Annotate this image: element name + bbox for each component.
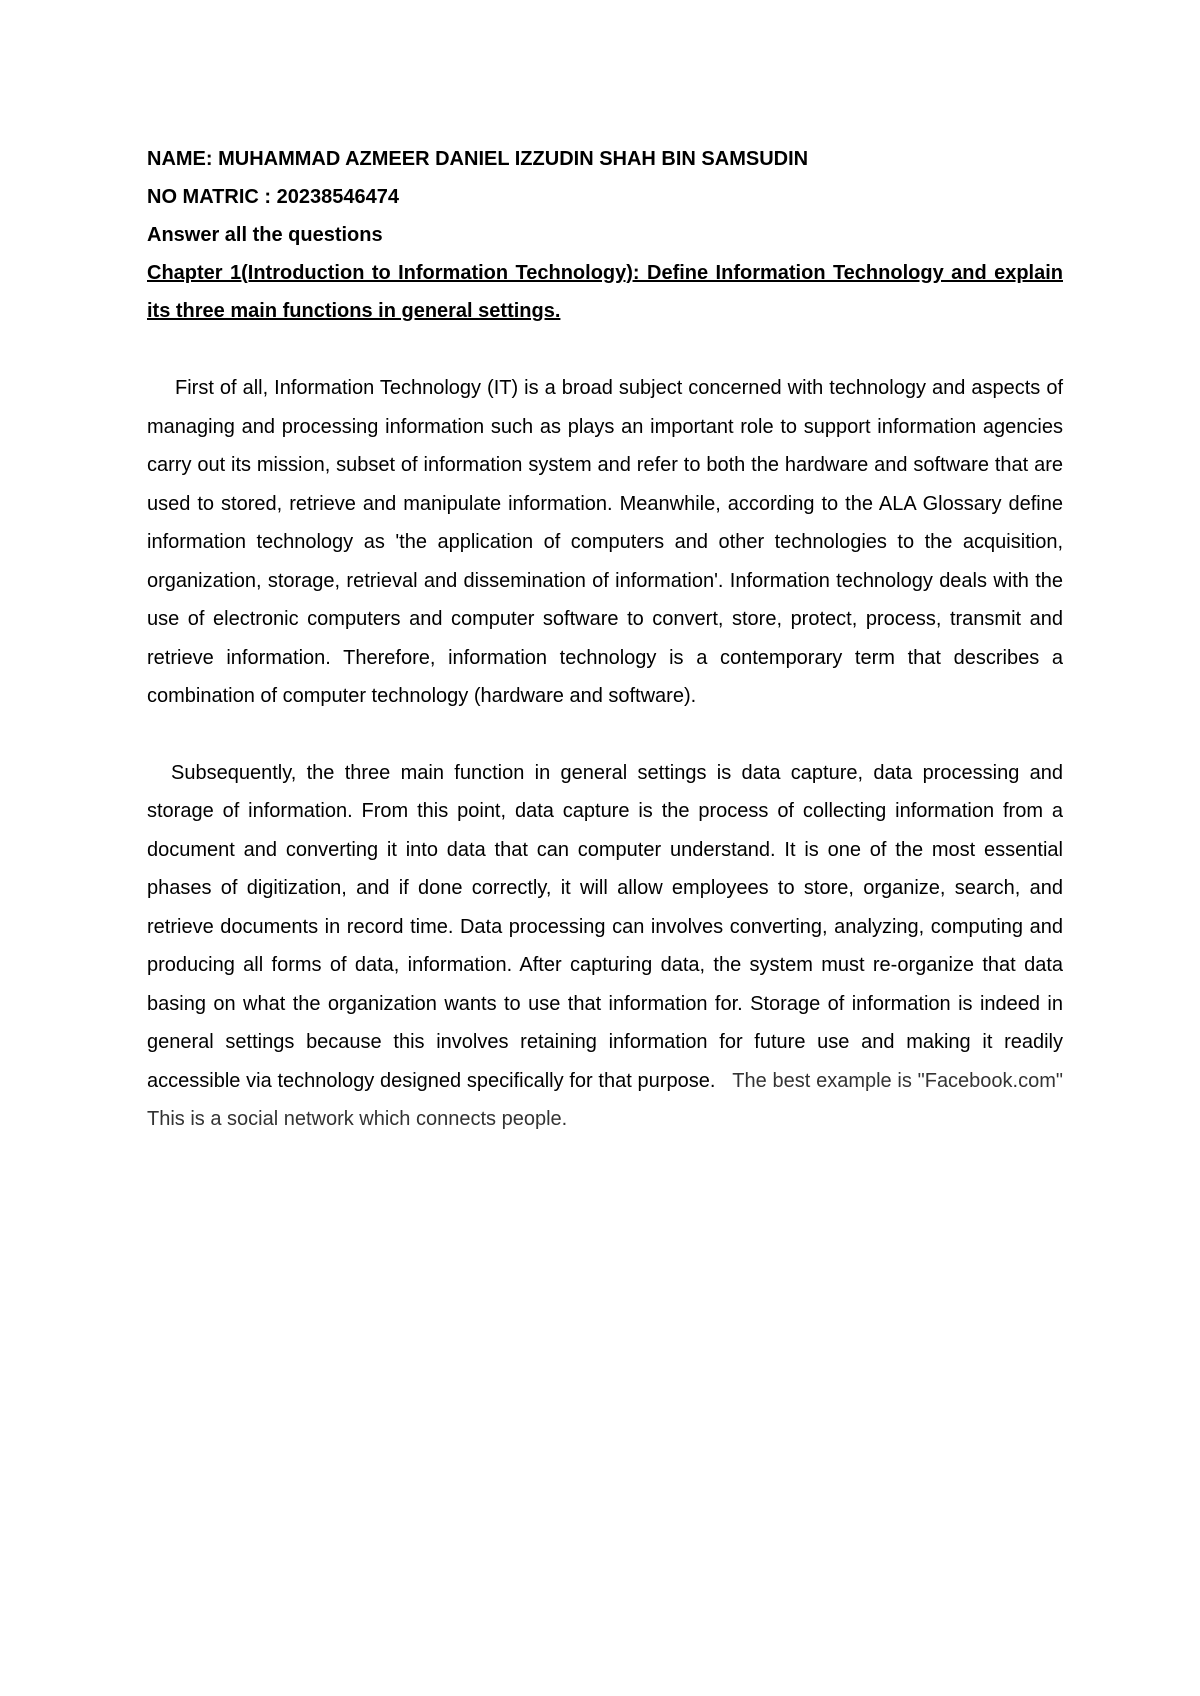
student-name: NAME: MUHAMMAD AZMEER DANIEL IZZUDIN SHAH BIN SAMSUDIN — [147, 148, 809, 170]
question-heading: Chapter 1(Introduction to Information Technology): Define Information Technology and explain its three main functions in general settings. — [147, 262, 1063, 322]
answer-paragraph-2-example: The best example is "Facebook.com" This is a social network which connects people. — [147, 1069, 1063, 1130]
document-page — [147, 140, 1063, 1640]
answer-paragraph-2 — [147, 754, 1063, 1139]
instruction-text: Answer all the questions — [147, 224, 383, 246]
answer-paragraph-1: First of all, Information Technology (IT) is a broad subject concerned with technology and aspects of managing and processing information such as plays an important role to support information agencies carry out its mission, subset of information system and refer to both the hardware and software that are used to stored, retrieve and manipulate information. Meanwhile, according to the ALA Glossary define information technology as 'the application of computers and other technologies to the acquisition, organization, storage, retrieval and dissemination of information'. Information technology deals with the use of electronic computers and computer software to convert, store, protect, process, transmit and retrieve information. Therefore, information technology is a contemporary term that describes a combination of computer technology (hardware and software). — [147, 377, 1063, 707]
matric-number: NO MATRIC : 20238546474 — [147, 186, 399, 208]
answer-paragraph-2-main: Subsequently, the three main function in general settings is data capture, data processing and storage of information. From this point, data capture is the process of collecting information from a document and converting it into data that can computer understand. It is one of the most essential phases of digitization, and if done correctly, it will allow employees to store, organize, search, and retrieve documents in record time. Data processing can involves converting, analyzing, computing and producing all forms of data, information. After capturing data, the system must re-organize that data basing on what the organization wants to use that information for. Storage of information is indeed in general settings because this involves retaining information for future use and making it readily accessible via technology designed specifically for that purpose. — [147, 761, 1063, 1092]
